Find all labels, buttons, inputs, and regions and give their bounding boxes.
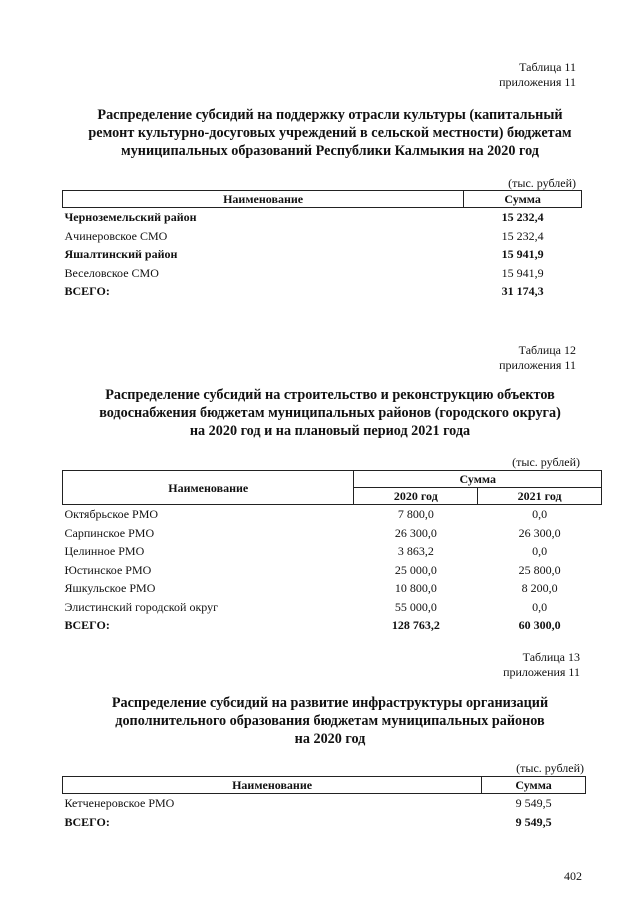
- table12-header-name: Наименование: [63, 471, 354, 505]
- table12-ref-line1: Таблица 12: [518, 343, 576, 357]
- table13-title: [40, 694, 620, 748]
- table11-reference: [400, 60, 576, 90]
- row-2020: 26 300,0: [394, 525, 437, 540]
- row-name: Целинное РМО: [64, 544, 145, 559]
- table-row-total: [63, 813, 586, 832]
- table13-title-line2: дополнительного образования бюджетам муниципальных районов: [115, 713, 545, 729]
- page-number: 402: [564, 869, 582, 883]
- table12-title-line2: водоснабжения бюджетам муниципальных районов (городского округа): [99, 405, 561, 421]
- row-name: Элистинский городской округ: [64, 599, 219, 614]
- table11-header-sum: Сумма: [464, 191, 582, 208]
- row-name: Черноземельский район: [64, 210, 197, 225]
- row-name: ВСЕГО:: [64, 814, 110, 829]
- table-row: [63, 245, 582, 264]
- row-name: Октябрьское РМО: [64, 507, 159, 522]
- row-2020: 3 863,2: [397, 544, 434, 559]
- table-row: [63, 794, 586, 813]
- row-name: Сарпинское РМО: [64, 525, 155, 540]
- table11-title-line3: муниципальных образований Республики Калмыкия на 2020 год: [121, 143, 539, 159]
- row-name: Юстинское РМО: [64, 562, 152, 577]
- table11: [62, 190, 582, 301]
- row-2020: 128 763,2: [391, 618, 440, 633]
- table-row: [63, 561, 602, 580]
- row-name: Ачинеровское СМО: [64, 228, 168, 243]
- row-2021: 26 300,0: [518, 525, 561, 540]
- row-name: Кетченеровское РМО: [64, 796, 175, 811]
- row-2021: 0,0: [532, 507, 548, 522]
- row-2020: 55 000,0: [394, 599, 437, 614]
- table-row: [63, 579, 602, 598]
- table12-header-2021: 2021 год: [478, 488, 602, 505]
- table13-reference: [400, 650, 580, 680]
- row-sum: 9 549,5: [515, 814, 552, 829]
- table-row: [63, 505, 602, 524]
- row-sum: 31 174,3: [501, 284, 544, 299]
- row-2021: 25 800,0: [518, 562, 561, 577]
- table-row: [63, 208, 582, 227]
- table13-units: (тыс. рублей): [516, 761, 584, 775]
- row-2020: 25 000,0: [394, 562, 437, 577]
- table-row: [63, 542, 602, 561]
- row-name: ВСЕГО:: [64, 618, 110, 633]
- table12-reference: [400, 343, 576, 373]
- table12-header-sum: Сумма: [354, 471, 602, 488]
- table11-ref-line2: приложения 11: [499, 75, 576, 89]
- table12-ref-line2: приложения 11: [499, 358, 576, 372]
- table13: [62, 776, 586, 831]
- table-row: [63, 227, 582, 246]
- table11-header-name: Наименование: [63, 191, 464, 208]
- row-name: ВСЕГО:: [64, 284, 110, 299]
- table12: [62, 470, 602, 635]
- row-2020: 7 800,0: [397, 507, 434, 522]
- row-2020: 10 800,0: [394, 581, 437, 596]
- row-2021: 8 200,0: [521, 581, 558, 596]
- row-sum: 15 232,4: [501, 210, 544, 225]
- table-row-total: [63, 282, 582, 301]
- table13-title-line3: на 2020 год: [294, 731, 366, 747]
- row-2021: 0,0: [532, 599, 548, 614]
- row-2021: 0,0: [532, 544, 548, 559]
- row-sum: 15 941,9: [501, 247, 544, 262]
- table13-header-name: Наименование: [63, 777, 482, 794]
- row-sum: 9 549,5: [515, 796, 552, 811]
- table12-title-line3: на 2020 год и на плановый период 2021 года: [189, 423, 471, 439]
- row-2021: 60 300,0: [518, 618, 561, 633]
- row-sum: 15 232,4: [501, 228, 544, 243]
- table12-units: (тыс. рублей): [512, 455, 580, 469]
- row-sum: 15 941,9: [501, 265, 544, 280]
- table11-ref-line1: Таблица 11: [519, 60, 576, 74]
- table13-header-sum: Сумма: [482, 777, 586, 794]
- table-row: [63, 524, 602, 543]
- table12-title: [40, 386, 620, 440]
- table11-title: [40, 106, 620, 160]
- table12-header-2020: 2020 год: [354, 488, 478, 505]
- table13-header-row: [63, 777, 586, 794]
- table-row-total: [63, 616, 602, 635]
- table11-header-row: [63, 191, 582, 208]
- row-name: Яшкульское РМО: [64, 581, 156, 596]
- table12-title-line1: Распределение субсидий на строительство и реконструкцию объектов: [105, 387, 555, 403]
- table-row: [63, 264, 582, 283]
- table-row: [63, 598, 602, 617]
- table13-title-line1: Распределение субсидий на развитие инфраструктуры организаций: [111, 695, 549, 711]
- row-name: Веселовское СМО: [64, 265, 159, 280]
- table11-title-line2: ремонт культурно-досуговых учреждений в сельской местности) бюджетам: [88, 125, 572, 141]
- table11-title-line1: Распределение субсидий на поддержку отрасли культуры (капитальный: [97, 107, 563, 123]
- table11-units: (тыс. рублей): [508, 176, 576, 190]
- table13-ref-line2: приложения 11: [503, 665, 580, 679]
- table13-ref-line1: Таблица 13: [522, 650, 580, 664]
- table12-header-row: [63, 471, 602, 488]
- row-name: Яшалтинский район: [64, 247, 178, 262]
